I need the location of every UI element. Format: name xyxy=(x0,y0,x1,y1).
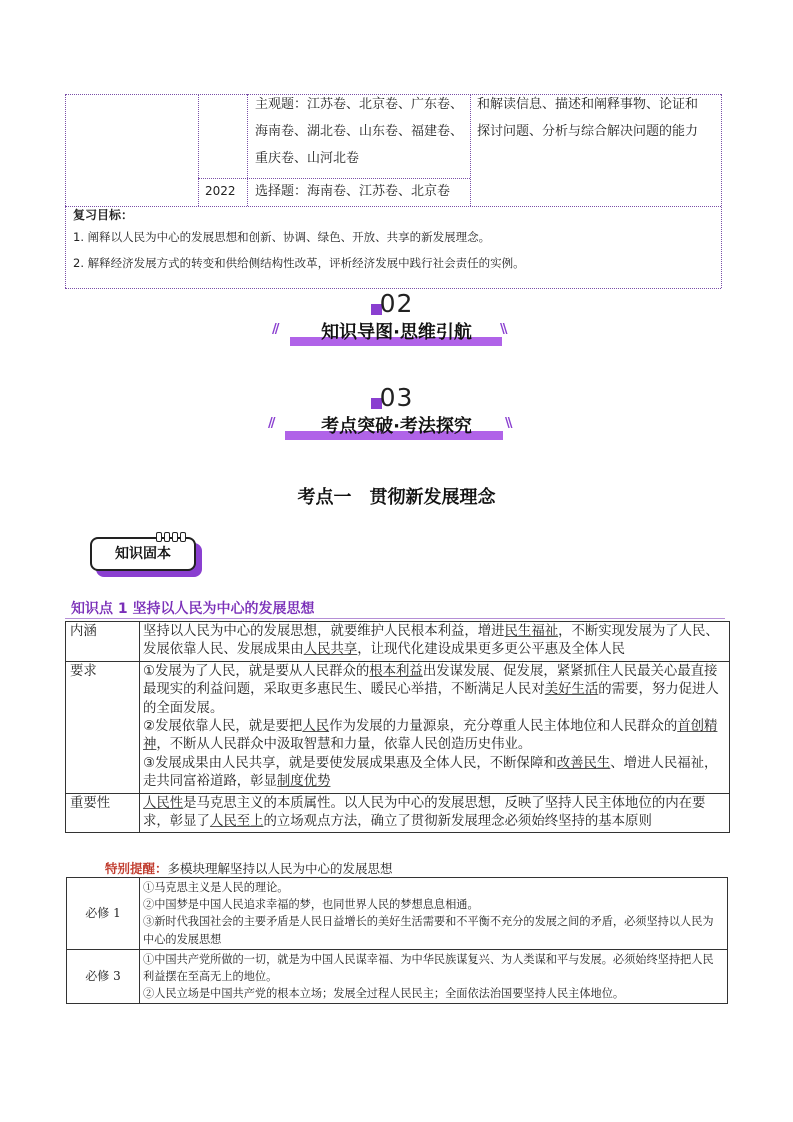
section-number: 03 xyxy=(379,383,414,412)
binder-ring-icon xyxy=(180,532,186,542)
cell-line: 重庆卷、山河北卷 xyxy=(255,151,360,166)
special-tip xyxy=(105,859,393,877)
module-line: ①中国共产党所做的一切，就是为中国人民谋幸福、为中华民族谋复兴、为人类谋和平与发展。必须始终坚持把人民利益摆在至高无上的地位。 xyxy=(143,952,714,984)
table-border xyxy=(198,94,199,206)
table-row xyxy=(67,949,728,1004)
decor-slashes-right: \\ xyxy=(505,416,511,431)
keyword-underlined: 美好生活 xyxy=(544,682,599,698)
row-label-importance: 重要性 xyxy=(66,793,140,833)
tip-text: 多模块理解坚持以人民为中心的发展思想 xyxy=(167,861,393,876)
text-span: 坚持以人民为中心的发展思想，就要维护人民根本利益，增进 xyxy=(143,624,505,639)
keyword-underlined: 人民共享 xyxy=(303,642,358,658)
review-goal-item: 1. 阐释以人民为中心的发展思想和创新、协调、绿色、开放、共享的新发展理念。 xyxy=(73,230,491,244)
badge-label: 知识固本 xyxy=(90,537,196,571)
section-number: 02 xyxy=(379,289,414,318)
module-label: 必修 3 xyxy=(67,949,140,1004)
keyword-underlined: 制度优势 xyxy=(276,774,331,790)
exam-point-title: 考点一 贯彻新发展理念 xyxy=(297,487,496,508)
table-border xyxy=(247,94,248,206)
cell-line: 探讨问题、分析与综合解决问题的能力 xyxy=(477,124,699,139)
module-table xyxy=(66,877,728,1004)
requirements-content xyxy=(140,661,730,793)
ability-cell xyxy=(477,91,721,145)
keyword-underlined: 人民性 xyxy=(143,795,184,811)
text-span: ②发展依靠人民，就是要把 xyxy=(143,719,303,735)
decor-slashes-left: // xyxy=(272,322,278,337)
module-line: ①马克思主义是人民的理论。 xyxy=(143,881,289,894)
table-row xyxy=(66,661,730,793)
keyword-underlined: 根本利益 xyxy=(369,663,423,679)
keyword-underlined: 首创精神 xyxy=(143,719,718,753)
module-line: ②中国梦是中国人民追求幸福的梦，也同世界人民的梦想息息相通。 xyxy=(143,898,479,912)
heading-divider xyxy=(65,618,725,619)
module-label: 必修 1 xyxy=(67,878,140,950)
keyword-underlined: 改善民生 xyxy=(556,755,611,771)
text-span: ，不断实现发展为了人民、发展依靠人民、发展成果由 xyxy=(143,624,719,658)
text-span: ①发展为了人民，就是要从人民群众的 xyxy=(143,663,370,679)
text-span: 、增进人民福祉，走共同富裕道路，彰显 xyxy=(143,755,718,790)
requirement-item xyxy=(143,663,726,718)
keyword-underlined: 民生福祉 xyxy=(504,624,559,639)
requirement-item xyxy=(143,718,726,755)
knowledge-point-heading: 知识点 1 坚持以人民为中心的发展思想 xyxy=(71,601,315,617)
cell-line: 海南卷、湖北卷、山东卷、福建卷、 xyxy=(255,124,464,139)
section-title: 知识导图·思维引航 xyxy=(321,322,472,343)
text-span: ，让现代化建设成果更多更公平惠及全体人民 xyxy=(357,642,626,658)
importance-content xyxy=(140,793,730,833)
text-span: ③发展成果由人民共享，就是要使发展成果惠及全体人民，不断保障和 xyxy=(143,755,557,771)
text-span: 的需要，努力促进人的全面发展。 xyxy=(143,682,719,716)
table-row xyxy=(66,622,730,662)
tip-label: 特别提醒： xyxy=(105,861,168,876)
text-span: 出发谋发展、促发展，紧紧抓住人民最关心最直接最现实的利益问题，采取更多惠民生、暖民心举措，不断满足人民对 xyxy=(143,663,718,698)
row-label-requirements: 要求 xyxy=(66,661,140,793)
text-span: 是马克思主义的本质属性。以人民为中心的发展思想，反映了坚持人民主体地位的内在要求，彰显了 xyxy=(143,795,706,830)
decor-slashes-right: \\ xyxy=(500,322,506,337)
table-row xyxy=(66,793,730,833)
section-03-header xyxy=(0,383,793,447)
row-label-connotation: 内涵 xyxy=(66,622,140,662)
decor-slashes-left: // xyxy=(268,416,274,431)
year-cell: 2022 xyxy=(205,184,236,198)
section-title: 考点突破·考法探究 xyxy=(321,416,472,437)
subjective-questions-cell xyxy=(255,91,470,172)
text-span: 作为发展的力量源泉，充分尊重人民主体地位和人民群众的 xyxy=(329,719,678,735)
table-border xyxy=(65,94,66,288)
keyword-underlined: 人民至上 xyxy=(209,814,264,830)
exam-info-table xyxy=(65,94,721,288)
binder-ring-icon xyxy=(164,532,170,542)
section-02-header xyxy=(0,289,793,353)
cell-line: 和解读信息、描述和阐释事物、论证和 xyxy=(477,97,699,112)
binder-ring-icon xyxy=(172,532,178,542)
review-goals-title: 复习目标： xyxy=(73,208,134,222)
table-row xyxy=(67,878,728,950)
text-span: ，不断从人民群众中汲取智慧和力量，依靠人民创造历史伟业。 xyxy=(156,737,532,753)
table-border xyxy=(470,94,471,206)
choice-questions-cell: 选择题：海南卷、江苏卷、北京卷 xyxy=(255,184,451,199)
binder-ring-icon xyxy=(156,532,162,542)
module-line: ③新时代我国社会的主要矛盾是人民日益增长的美好生活需要和不平衡不充分的发展之间的矛盾，必须坚持以人民为中心的发展思想 xyxy=(143,915,714,946)
cell-line: 主观题：江苏卷、北京卷、广东卷、 xyxy=(255,97,464,112)
requirement-item xyxy=(143,755,726,792)
keyword-underlined: 人民 xyxy=(302,719,330,735)
module-content xyxy=(140,949,728,1004)
module-line: ②人民立场是中国共产党的根本立场；发展全过程人民民主；全面依法治国要坚持人民主体地位。 xyxy=(143,987,625,1001)
table-border xyxy=(721,94,722,288)
review-goals xyxy=(73,206,713,276)
review-goal-item: 2. 解释经济发展方式的转变和供给侧结构性改革，评析经济发展中践行社会责任的实例。 xyxy=(73,256,525,270)
knowledge-table xyxy=(65,621,730,833)
knowledge-badge xyxy=(90,537,202,577)
text-span: 的立场观点方法，确立了贯彻新发展理念必须始终坚持的基本原则 xyxy=(263,814,652,830)
connotation-content xyxy=(140,622,730,662)
module-content xyxy=(140,878,728,950)
